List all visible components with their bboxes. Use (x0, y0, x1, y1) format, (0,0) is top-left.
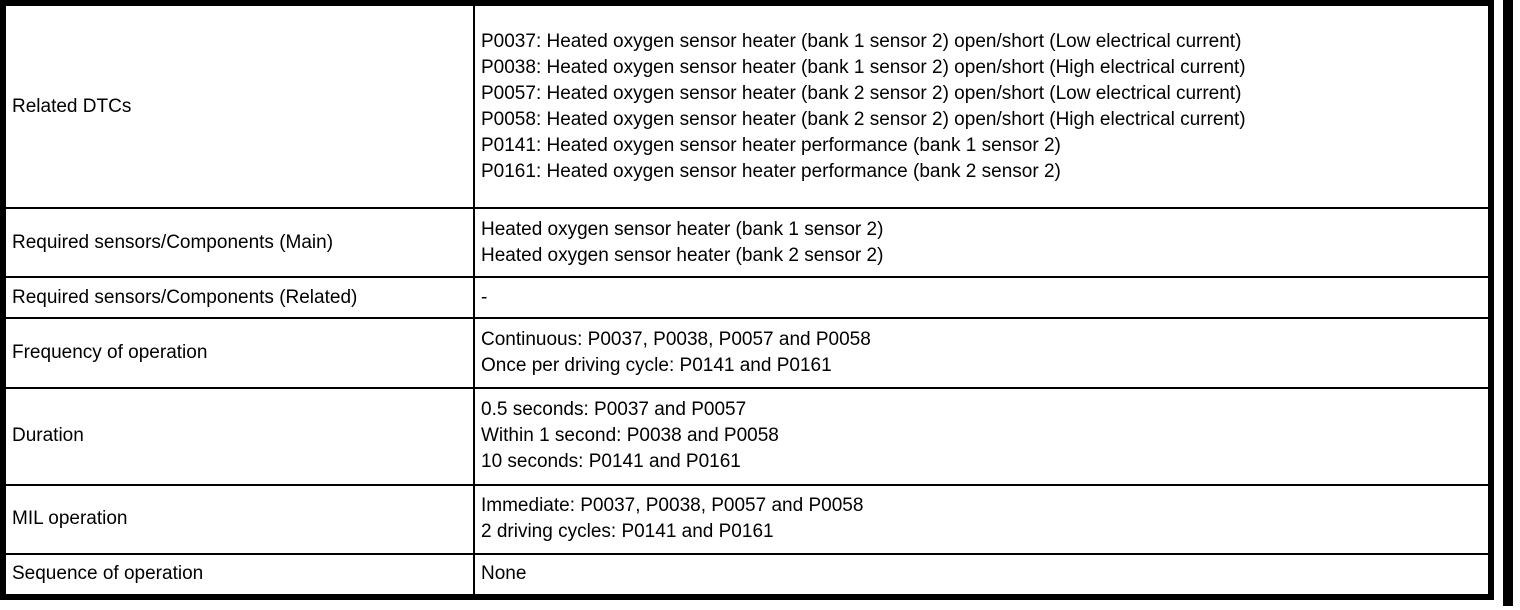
page-edge-bar (1503, 0, 1513, 606)
row-value (474, 554, 1489, 595)
row-label: Frequency of operation (5, 318, 474, 387)
table-row-sequence (5, 554, 1489, 595)
table-row-required-related (5, 277, 1489, 318)
row-value (474, 5, 1489, 208)
table-row-duration (5, 388, 1489, 485)
row-label: Duration (5, 388, 474, 485)
value-line: P0141: Heated oxygen sensor heater performance (bank 1 sensor 2) (481, 134, 1061, 156)
table-row-mil-operation (5, 485, 1489, 554)
table-row-related-dtcs (5, 5, 1489, 208)
value-line: Once per driving cycle: P0141 and P0161 (481, 354, 832, 376)
value-line: P0037: Heated oxygen sensor heater (bank 1 sensor 2) open/short (Low electrical current) (481, 30, 1242, 52)
value-line: Immediate: P0037, P0038, P0057 and P0058 (481, 495, 864, 517)
value-line: P0038: Heated oxygen sensor heater (bank 1 sensor 2) open/short (High electrical current) (481, 56, 1246, 78)
row-label: MIL operation (5, 485, 474, 554)
value-line: Heated oxygen sensor heater (bank 2 sensor 2) (481, 244, 884, 266)
value-line: - (481, 286, 488, 308)
value-line: None (481, 563, 527, 585)
value-line: Continuous: P0037, P0038, P0057 and P0058 (481, 328, 871, 350)
value-line: Within 1 second: P0038 and P0058 (481, 425, 779, 447)
value-line: Heated oxygen sensor heater (bank 1 sensor 2) (481, 218, 884, 240)
row-value (474, 388, 1489, 485)
value-line: 10 seconds: P0141 and P0161 (481, 451, 741, 473)
row-label: Required sensors/Components (Related) (5, 277, 474, 318)
row-value (474, 208, 1489, 277)
value-line: P0058: Heated oxygen sensor heater (bank 2 sensor 2) open/short (High electrical current) (481, 108, 1246, 130)
row-label: Required sensors/Components (Main) (5, 208, 474, 277)
table-row-frequency (5, 318, 1489, 387)
table-row-required-main (5, 208, 1489, 277)
row-value (474, 318, 1489, 387)
row-label: Sequence of operation (5, 554, 474, 595)
row-label: Related DTCs (5, 5, 474, 208)
monitor-description-table (4, 4, 1490, 596)
value-line: P0161: Heated oxygen sensor heater performance (bank 2 sensor 2) (481, 160, 1061, 182)
value-line: P0057: Heated oxygen sensor heater (bank 2 sensor 2) open/short (Low electrical current) (481, 82, 1242, 104)
row-value (474, 485, 1489, 554)
value-line: 2 driving cycles: P0141 and P0161 (481, 521, 774, 543)
value-line: 0.5 seconds: P0037 and P0057 (481, 399, 747, 421)
row-value (474, 277, 1489, 318)
